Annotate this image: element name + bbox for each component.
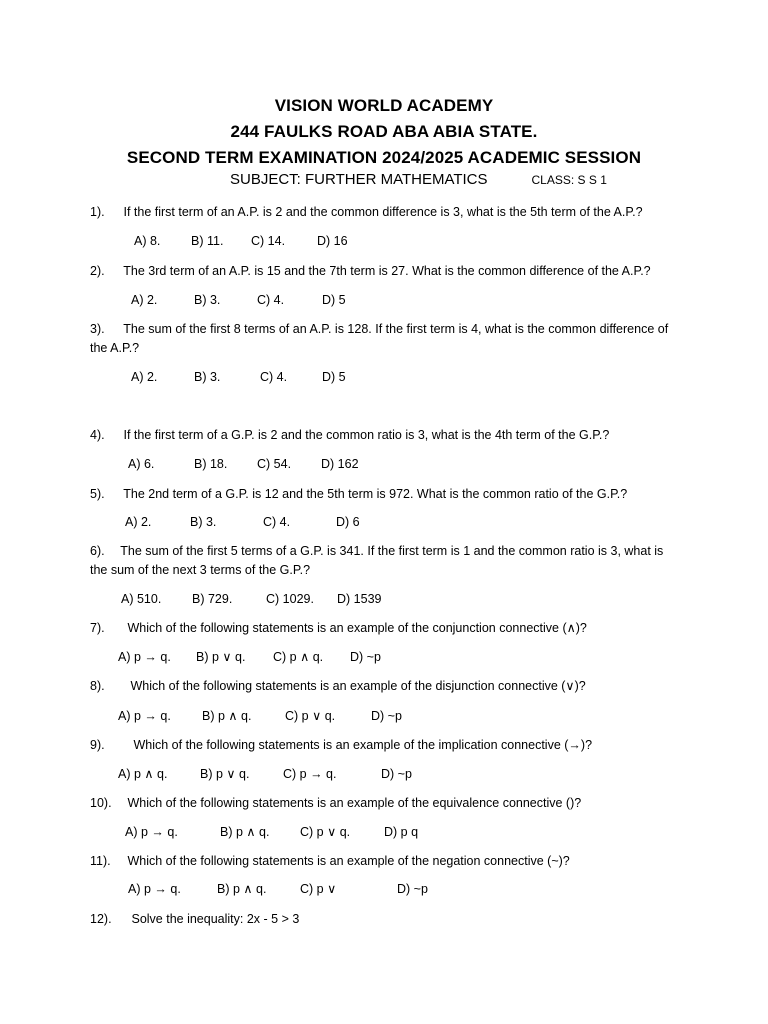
option-a[interactable]: A) p → q. bbox=[118, 650, 171, 664]
option-c[interactable]: C) 14. bbox=[251, 234, 286, 248]
option-c[interactable]: C) p ∨ q. bbox=[285, 709, 336, 723]
question-3 bbox=[90, 320, 680, 358]
option-a[interactable]: A) 2. bbox=[131, 293, 158, 307]
option-b[interactable]: B) 729. bbox=[192, 592, 233, 606]
school-address: 244 FAULKS ROAD ABA ABIA STATE. bbox=[230, 122, 538, 141]
option-b[interactable]: B) p ∧ q. bbox=[217, 882, 267, 896]
subject-label: SUBJECT: FURTHER MATHEMATICS bbox=[230, 171, 488, 188]
question-text: The 3rd term of an A.P. is 15 and the 7th term is 27. What is the common difference of the A.P.? bbox=[123, 264, 651, 278]
question-number: 8). bbox=[90, 679, 105, 693]
option-a[interactable]: A) 8. bbox=[134, 234, 161, 248]
option-c[interactable]: C) 54. bbox=[257, 457, 292, 471]
question-text: The sum of the first 8 terms of an A.P. is 128. If the first term is 4, what is the common difference of the A.P.? bbox=[90, 322, 669, 355]
option-d[interactable]: D) 6 bbox=[336, 515, 360, 529]
option-b[interactable]: B) 11. bbox=[191, 234, 224, 248]
option-d[interactable]: D) p q bbox=[384, 825, 419, 839]
question-6 bbox=[90, 542, 680, 580]
question-4 bbox=[90, 426, 680, 445]
option-c[interactable]: C) 4. bbox=[260, 370, 288, 384]
option-d[interactable]: D) 5 bbox=[322, 370, 346, 384]
question-number: 9). bbox=[90, 738, 105, 752]
option-b[interactable]: B) p ∧ q. bbox=[202, 709, 252, 723]
option-a[interactable]: A) 6. bbox=[128, 457, 155, 471]
option-c[interactable]: C) p ∨ q. bbox=[300, 825, 351, 839]
question-number: 10). bbox=[90, 796, 112, 810]
option-d[interactable]: D) 16 bbox=[317, 234, 348, 248]
class-label: CLASS: S S 1 bbox=[531, 173, 607, 187]
option-b[interactable]: B) p ∨ q. bbox=[196, 650, 246, 664]
option-c[interactable]: C) 4. bbox=[257, 293, 285, 307]
question-8 bbox=[90, 677, 680, 696]
option-c[interactable]: C) p ∨ bbox=[300, 882, 337, 896]
question-number: 4). bbox=[90, 428, 105, 442]
option-b[interactable]: B) 18. bbox=[194, 457, 228, 471]
option-a[interactable]: A) p ∧ q. bbox=[118, 767, 168, 781]
question-number: 12). bbox=[90, 912, 112, 926]
option-a[interactable]: A) 2. bbox=[125, 515, 152, 529]
option-b[interactable]: B) 3. bbox=[194, 293, 221, 307]
question-text: If the first term of a G.P. is 2 and the common ratio is 3, what is the 4th term of the G.P.? bbox=[123, 428, 610, 442]
question-text: Which of the following statements is an example of the disjunction connective (∨)? bbox=[130, 679, 586, 693]
option-d[interactable]: D) 5 bbox=[322, 293, 346, 307]
option-d[interactable]: D) ~p bbox=[397, 882, 428, 896]
question-1 bbox=[90, 203, 680, 222]
question-text: Which of the following statements is an example of the conjunction connective (∧)? bbox=[127, 621, 587, 635]
question-5 bbox=[90, 485, 680, 504]
question-text: The 2nd term of a G.P. is 12 and the 5th term is 972. What is the common ratio of the G.P.? bbox=[123, 487, 628, 501]
option-d[interactable]: D) ~p bbox=[381, 767, 412, 781]
option-a[interactable]: A) 510. bbox=[121, 592, 162, 606]
question-number: 7). bbox=[90, 621, 105, 635]
option-a[interactable]: A) p → q. bbox=[118, 709, 171, 723]
question-text: The sum of the first 5 terms of a G.P. is 341. If the first term is 1 and the common ratio is 3, what is the sum of the next 3 terms of the G.P.? bbox=[90, 544, 664, 577]
option-a[interactable]: A) p → q. bbox=[125, 825, 178, 839]
question-text: Which of the following statements is an example of the implication connective (→)? bbox=[133, 738, 593, 752]
subject-line bbox=[230, 171, 607, 189]
option-d[interactable]: D) 162 bbox=[321, 457, 359, 471]
option-b[interactable]: B) p ∧ q. bbox=[220, 825, 270, 839]
question-11 bbox=[90, 852, 680, 871]
option-d[interactable]: D) ~p bbox=[350, 650, 381, 664]
option-c[interactable]: C) p ∧ q. bbox=[273, 650, 324, 664]
question-number: 5). bbox=[90, 487, 105, 501]
option-a[interactable]: A) 2. bbox=[131, 370, 158, 384]
question-text: If the first term of an A.P. is 2 and the common difference is 3, what is the 5th term of the A.P.? bbox=[123, 205, 643, 219]
option-b[interactable]: B) p ∨ q. bbox=[200, 767, 250, 781]
question-12 bbox=[90, 910, 680, 929]
option-a[interactable]: A) p → q. bbox=[128, 882, 181, 896]
question-number: 6). bbox=[90, 544, 105, 558]
question-number: 1). bbox=[90, 205, 105, 219]
option-b[interactable]: B) 3. bbox=[194, 370, 221, 384]
question-text: Which of the following statements is an example of the negation connective (~)? bbox=[127, 854, 570, 868]
question-10 bbox=[90, 794, 680, 813]
question-2 bbox=[90, 262, 680, 281]
question-text: Which of the following statements is an example of the equivalence connective ()? bbox=[127, 796, 582, 810]
option-d[interactable]: D) 1539 bbox=[337, 592, 382, 606]
question-number: 11). bbox=[90, 854, 111, 868]
exam-title: SECOND TERM EXAMINATION 2024/2025 ACADEMIC SESSION bbox=[126, 148, 642, 167]
question-7 bbox=[90, 619, 680, 638]
question-9 bbox=[90, 736, 680, 755]
school-name: VISION WORLD ACADEMY bbox=[274, 96, 494, 115]
option-c[interactable]: C) 1029. bbox=[266, 592, 314, 606]
question-text: Solve the inequality: 2x - 5 > 3 bbox=[131, 912, 300, 926]
question-number: 3). bbox=[90, 322, 105, 336]
question-number: 2). bbox=[90, 264, 105, 278]
option-c[interactable]: C) 4. bbox=[263, 515, 291, 529]
option-c[interactable]: C) p → q. bbox=[283, 767, 337, 781]
option-d[interactable]: D) ~p bbox=[371, 709, 402, 723]
option-b[interactable]: B) 3. bbox=[190, 515, 217, 529]
